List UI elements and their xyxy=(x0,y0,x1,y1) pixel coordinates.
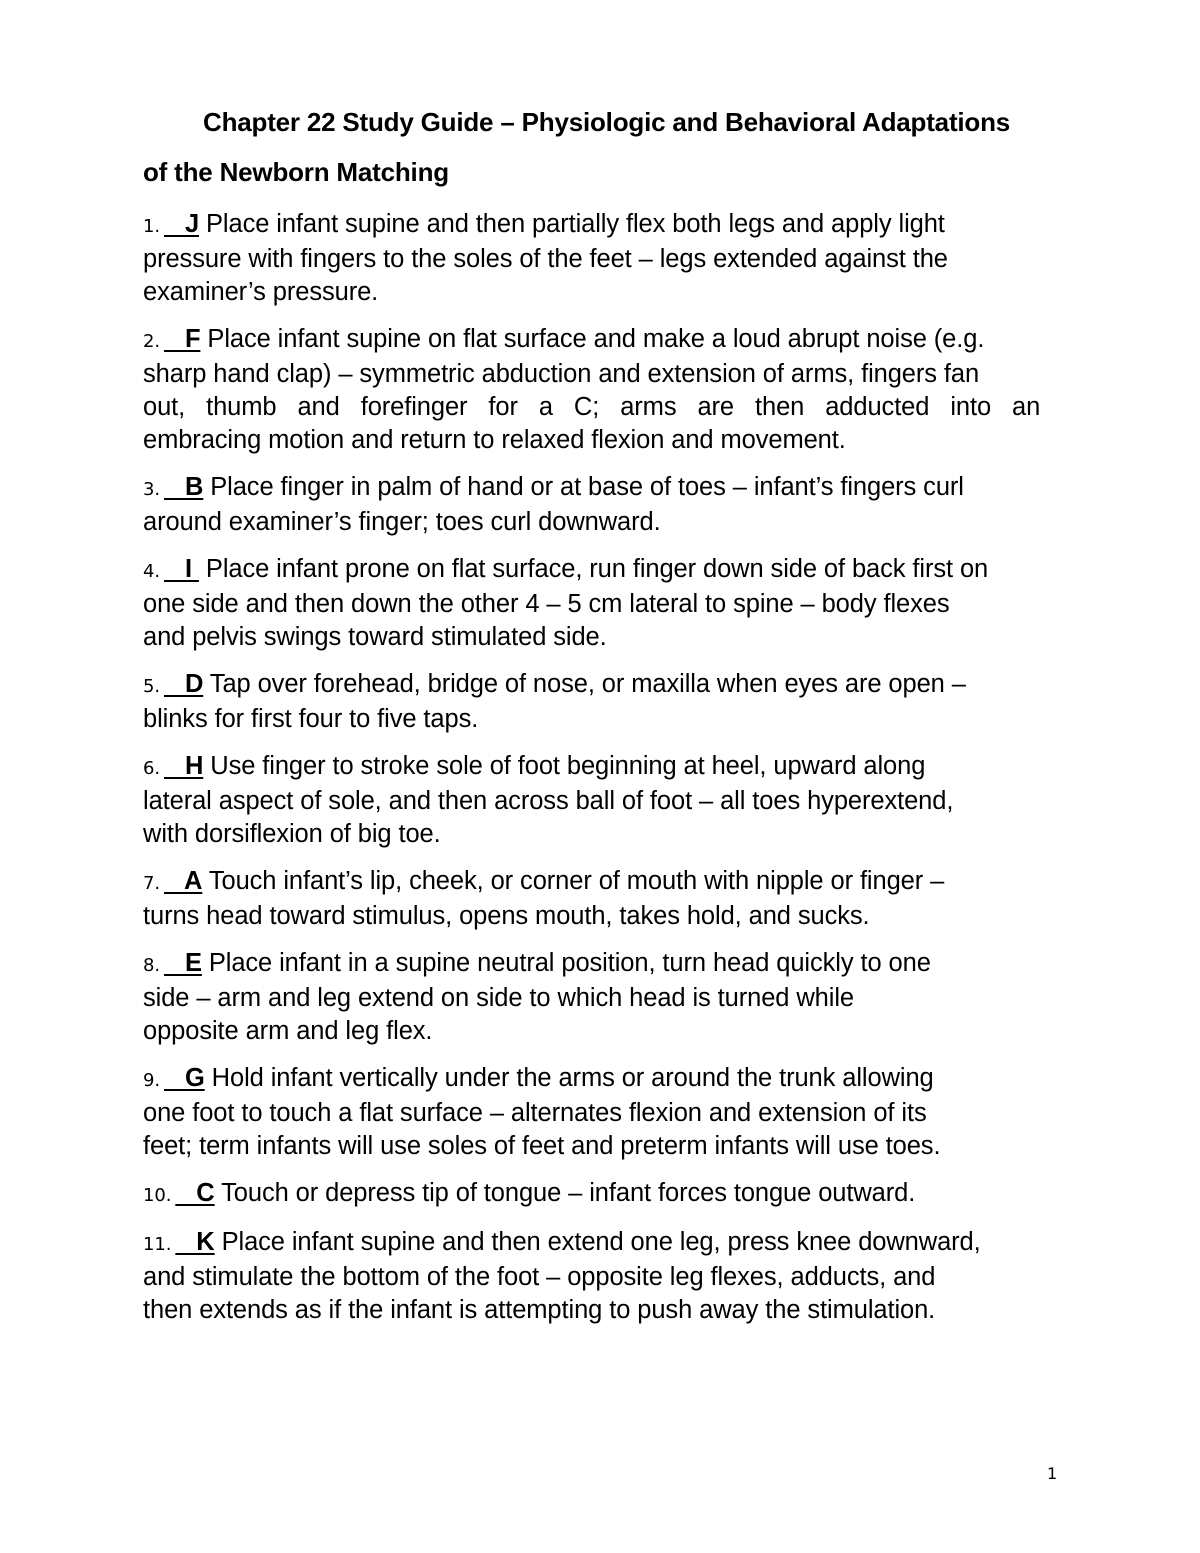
matching-item-8 xyxy=(143,947,1063,1048)
matching-item-2 xyxy=(143,323,1063,457)
item-text-line: Place infant supine and then extend one leg, press knee downward, xyxy=(214,1228,981,1256)
item-text-line: Hold infant vertically under the arms or around the trunk allowing xyxy=(204,1064,934,1092)
item-text-line: one foot to touch a flat surface – alternates flexion and extension of its xyxy=(143,1099,927,1127)
item-text-line: turns head toward stimulus, opens mouth, takes hold, and sucks. xyxy=(143,902,870,930)
item-number: 11. xyxy=(143,1234,172,1255)
matching-list xyxy=(143,208,1063,1341)
item-answer: F xyxy=(163,325,201,353)
item-answer: H xyxy=(163,752,204,780)
item-text-line: Place infant prone on flat surface, run finger down side of back first on xyxy=(198,555,989,583)
item-number: 4. xyxy=(143,561,160,582)
item-number: 10. xyxy=(143,1185,172,1206)
item-answer: K xyxy=(175,1228,215,1256)
item-text-line: Tap over forehead, bridge of nose, or maxilla when eyes are open – xyxy=(203,670,966,698)
item-answer: C xyxy=(175,1179,215,1207)
item-text-line: embracing motion and return to relaxed flexion and movement. xyxy=(143,426,846,454)
item-number: 8. xyxy=(143,955,160,976)
matching-item-6 xyxy=(143,750,1063,851)
item-text-line: one side and then down the other 4 – 5 cm lateral to spine – body flexes xyxy=(143,590,950,618)
matching-item-10 xyxy=(143,1177,1063,1212)
item-text-line: Touch infant’s lip, cheek, or corner of mouth with nipple or finger – xyxy=(202,867,945,895)
item-text-line: feet; term infants will use soles of feet and preterm infants will use toes. xyxy=(143,1132,941,1160)
item-text-line: side – arm and leg extend on side to which head is turned while xyxy=(143,984,854,1012)
item-answer: J xyxy=(163,210,200,238)
matching-item-11 xyxy=(143,1226,1063,1327)
item-text-line: with dorsiflexion of big toe. xyxy=(143,820,441,848)
matching-item-3 xyxy=(143,471,1063,539)
item-text-line: sharp hand clap) – symmetric abduction and extension of arms, fingers fan xyxy=(143,360,980,388)
matching-item-9 xyxy=(143,1062,1063,1163)
item-text-line: Place infant supine and then partially flex both legs and apply light xyxy=(199,210,945,238)
item-text-line: Touch or depress tip of tongue – infant forces tongue outward. xyxy=(214,1179,916,1207)
item-number: 9. xyxy=(143,1070,160,1091)
matching-item-5 xyxy=(143,668,1063,736)
item-text-line: Place infant supine on flat surface and make a loud abrupt noise (e.g. xyxy=(200,325,985,353)
item-answer: D xyxy=(163,670,204,698)
item-text-line: Place finger in palm of hand or at base of toes – infant’s fingers curl xyxy=(203,473,964,501)
item-answer: B xyxy=(163,473,204,501)
item-number: 1. xyxy=(143,216,160,237)
document-title-line-1: Chapter 22 Study Guide – Physiologic and Behavioral Adaptations xyxy=(203,107,1011,137)
item-answer: G xyxy=(163,1064,205,1092)
item-number: 7. xyxy=(143,873,160,894)
item-text-line: out, thumb and forefinger for a C; arms are then adducted into an xyxy=(143,393,1041,421)
document-title-line-2: of the Newborn Matching xyxy=(143,157,449,187)
item-text-line: lateral aspect of sole, and then across ball of foot – all toes hyperextend, xyxy=(143,787,954,815)
item-text-line: Use finger to stroke sole of foot beginning at heel, upward along xyxy=(203,752,926,780)
item-text-line: then extends as if the infant is attempting to push away the stimulation. xyxy=(143,1296,936,1324)
matching-item-4 xyxy=(143,553,1063,654)
item-number: 5. xyxy=(143,676,160,697)
item-answer: I xyxy=(163,555,199,583)
item-text-line: opposite arm and leg flex. xyxy=(143,1017,433,1045)
item-answer: E xyxy=(163,949,202,977)
item-number: 6. xyxy=(143,758,160,779)
matching-item-1 xyxy=(143,208,1063,309)
item-text-line: blinks for first four to five taps. xyxy=(143,705,479,733)
item-number: 3. xyxy=(143,479,160,500)
item-text-line: Place infant in a supine neutral position, turn head quickly to one xyxy=(201,949,931,977)
item-text-line: pressure with fingers to the soles of the feet – legs extended against the xyxy=(143,245,948,273)
item-number: 2. xyxy=(143,331,160,352)
matching-item-7 xyxy=(143,865,1063,933)
item-text-line: around examiner’s finger; toes curl downward. xyxy=(143,508,661,536)
item-text-line: examiner’s pressure. xyxy=(143,278,379,306)
item-text-line: and pelvis swings toward stimulated side. xyxy=(143,623,607,651)
item-answer: A xyxy=(163,867,203,895)
item-text-line: and stimulate the bottom of the foot – opposite leg flexes, adducts, and xyxy=(143,1263,936,1291)
page-number: 1 xyxy=(1047,1464,1058,1483)
